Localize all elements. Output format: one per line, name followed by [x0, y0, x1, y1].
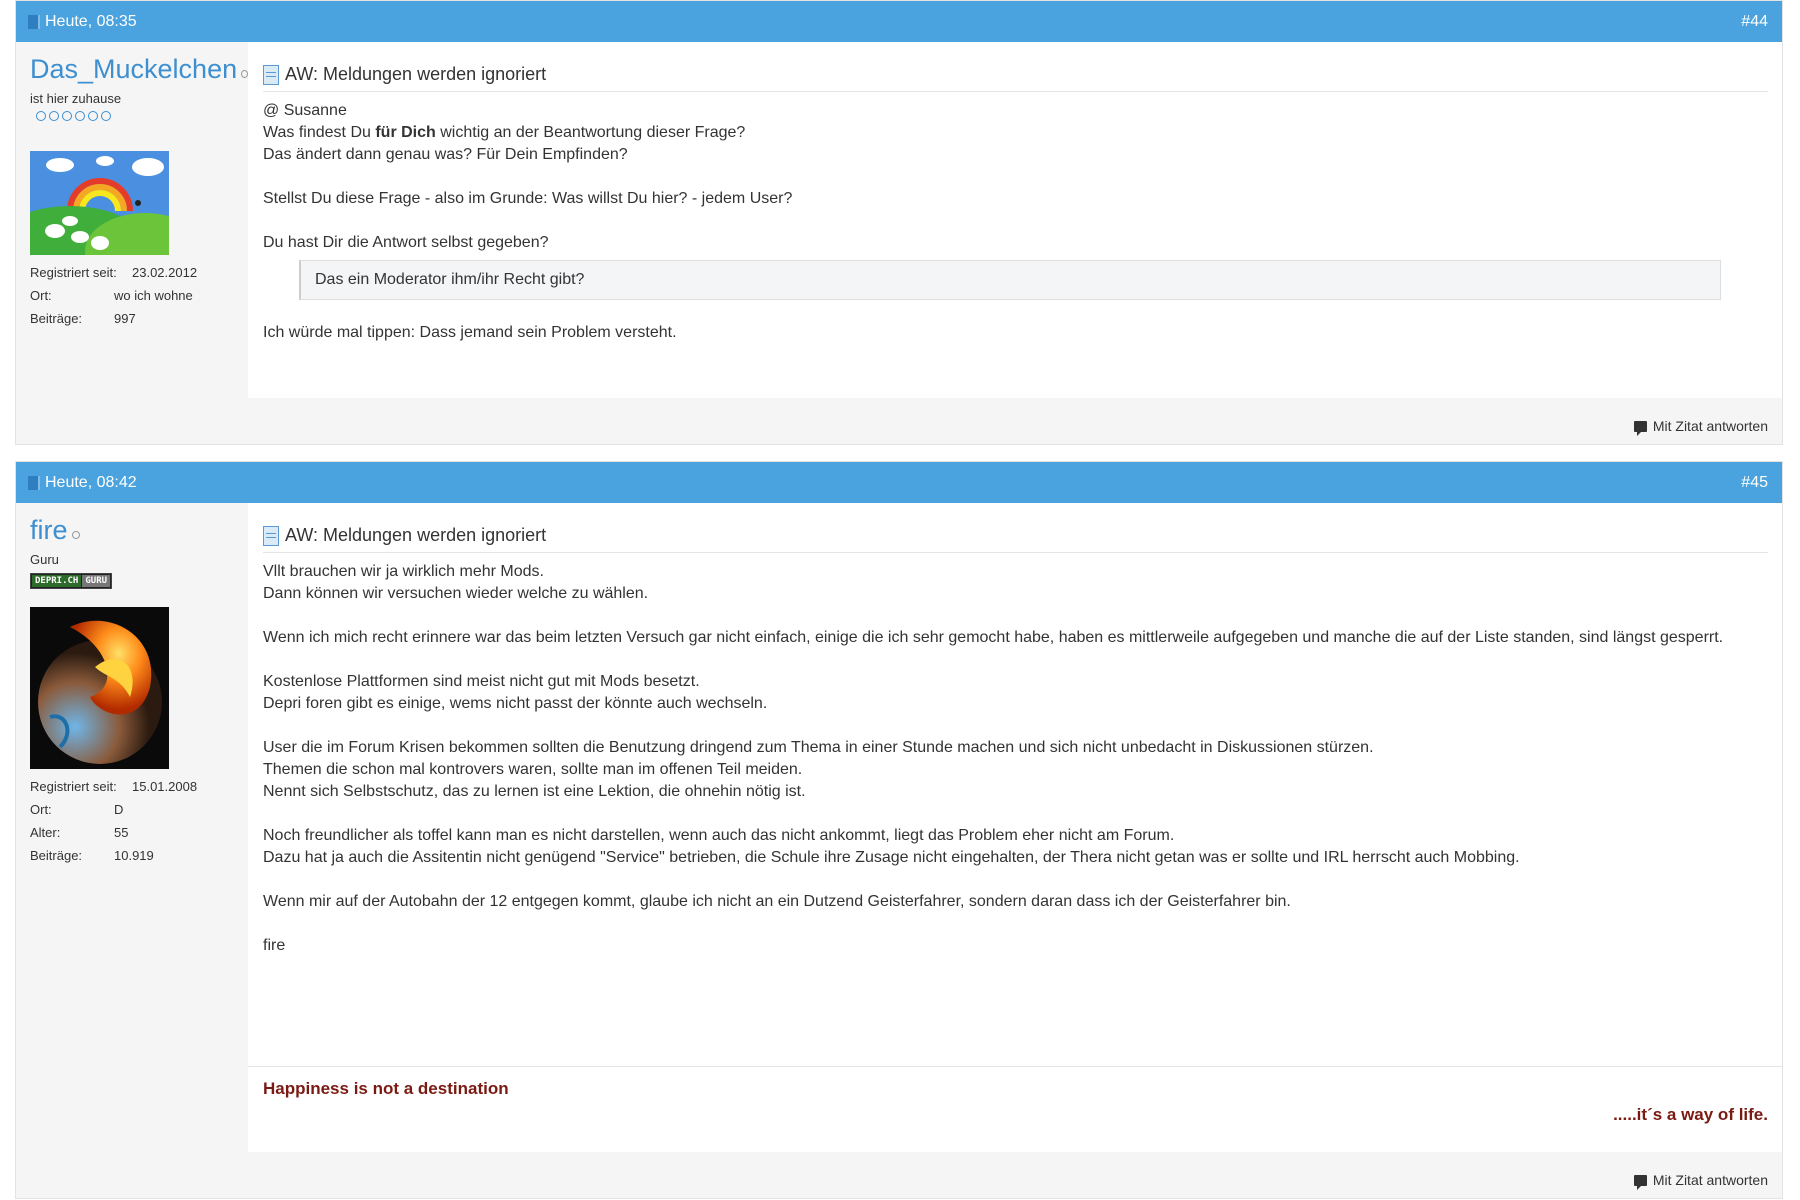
post-header: [16, 462, 1782, 503]
offline-status-icon: [241, 70, 248, 78]
body-line: Nennt sich Selbstschutz, das zu lernen ist eine Lektion, die ohnehin nötig ist.: [263, 783, 806, 800]
username-link[interactable]: fire: [30, 515, 68, 545]
post-title: [263, 42, 1768, 92]
body-line: Kostenlose Plattformen sind meist nicht gut mit Mods besetzt.: [263, 673, 700, 690]
body-line: Dann können wir versuchen wieder welche zu wählen.: [263, 585, 649, 602]
signature-left: Happiness is not a destination: [263, 1079, 509, 1098]
avatar[interactable]: [30, 151, 169, 255]
post-date-icon: [28, 15, 40, 29]
body-line: Ich würde mal tippen: Dass jemand sein Problem versteht.: [263, 324, 677, 341]
stat-age: [30, 821, 248, 844]
body-line: Vllt brauchen wir ja wirklich mehr Mods.: [263, 563, 544, 580]
stat-value: 15.01.2008: [132, 779, 198, 794]
post-number-link[interactable]: #44: [1741, 12, 1768, 30]
user-stats: [30, 775, 248, 867]
document-icon: [263, 526, 279, 546]
quote-icon: [1634, 1175, 1647, 1186]
stat-value: 55: [114, 825, 129, 840]
stat-label: Beiträge:: [30, 848, 83, 863]
stat-location: [30, 284, 248, 307]
reply-with-quote-button[interactable]: [1634, 1172, 1768, 1188]
rank-dot-icon: [88, 111, 98, 121]
stat-registered: [30, 775, 248, 798]
avatar[interactable]: [30, 607, 169, 769]
stat-posts: [30, 844, 248, 867]
post-date-icon: [28, 476, 40, 490]
stat-posts: [30, 307, 248, 330]
body-line: Stellst Du diese Frage - also im Grunde: Was willst Du hier? - jedem User?: [263, 190, 793, 207]
post-body: [263, 553, 1768, 957]
quote-icon: [1634, 421, 1647, 432]
post-number-link[interactable]: #45: [1741, 473, 1768, 491]
body-line: Depri foren gibt es einige, wems nicht passt der könnte auch wechseln.: [263, 695, 768, 712]
stat-value: wo ich wohne: [114, 288, 193, 303]
stat-label: Ort:: [30, 288, 52, 303]
user-stats: [30, 261, 248, 330]
rank-badge-rank: GURU: [82, 575, 110, 587]
stat-label: Registriert seit:: [30, 779, 117, 794]
user-info: [16, 503, 248, 1198]
body-line: @ Susanne: [263, 102, 347, 119]
offline-status-icon: [72, 531, 80, 539]
body-line: Wenn ich mich recht erinnere war das beim letzten Versuch gar nicht einfach, einige die ich sehr gemocht habe, haben es mittlerweile aufgegeben und manche die auf der Liste standen, sind längst gesperrt.: [263, 629, 1724, 646]
post-title: [263, 503, 1768, 553]
user-title: ist hier zuhause: [30, 91, 122, 106]
stat-value: D: [114, 802, 124, 817]
stat-value: 23.02.2012: [132, 265, 198, 280]
rank-dot-icon: [36, 111, 46, 121]
user-info: [16, 42, 248, 444]
rank-badge: [30, 573, 112, 589]
post-content: [248, 503, 1782, 1066]
stat-label: Alter:: [30, 825, 61, 840]
body-line: Dazu hat ja auch die Assitentin nicht genügend "Service" betrieben, die Schule ihre Zusage nicht eingehalten, der Thera nicht getan was er sollte und IRL herrscht auch Mobbing.: [263, 849, 1520, 866]
post-header: [16, 1, 1782, 42]
reply-with-quote-label: Mit Zitat antworten: [1652, 1172, 1768, 1188]
post-date: Heute, 08:35: [45, 12, 137, 30]
rank-dot-icon: [49, 111, 59, 121]
rank-dot-icon: [62, 111, 72, 121]
post-content: [248, 42, 1782, 398]
user-title: Guru: [30, 552, 59, 567]
reply-with-quote-button[interactable]: [1634, 418, 1768, 434]
stat-label: Beiträge:: [30, 311, 83, 326]
stat-registered: [30, 261, 248, 284]
post-44: [15, 0, 1783, 445]
stat-location: [30, 798, 248, 821]
body-line: Noch freundlicher als toffel kann man es nicht darstellen, wenn auch das nicht ankommt, liegt das Problem eher nicht am Forum.: [263, 827, 1175, 844]
body-line: Wenn mir auf der Autobahn der 12 entgegen kommt, glaube ich nicht an ein Dutzend Geisterfahrer, sondern daran dass ich der Geisterfahrer bin.: [263, 893, 1291, 910]
body-line: Das ändert dann genau was? Für Dein Empfinden?: [263, 146, 628, 163]
signature: [248, 1066, 1782, 1152]
document-icon: [263, 65, 279, 85]
reply-with-quote-label: Mit Zitat antworten: [1652, 418, 1768, 434]
body-line: Themen die schon mal kontrovers waren, sollte man im offenen Teil meiden.: [263, 761, 803, 778]
stat-label: Registriert seit:: [30, 265, 117, 280]
body-line: Du hast Dir die Antwort selbst gegeben?: [263, 234, 549, 251]
rank-badge-site: DEPRI.CH: [32, 575, 81, 587]
body-line: fire: [263, 937, 286, 954]
quote-block: Das ein Moderator ihm/ihr Recht gibt?: [299, 260, 1721, 300]
stat-value: 10.919: [114, 848, 154, 863]
rank-dots: [36, 111, 248, 121]
post-date: Heute, 08:42: [45, 473, 137, 491]
username-link[interactable]: Das_Muckelchen: [30, 54, 238, 84]
post-title-text: AW: Meldungen werden ignoriert: [285, 64, 547, 84]
stat-value: 997: [114, 311, 136, 326]
stat-label: Ort:: [30, 802, 52, 817]
body-line: Was findest Du für Dich wichtig an der Beantwortung dieser Frage?: [263, 124, 746, 141]
rank-dot-icon: [101, 111, 111, 121]
signature-right: .....it´s a way of life.: [1613, 1105, 1768, 1124]
rank-dot-icon: [75, 111, 85, 121]
post-45: [15, 461, 1783, 1199]
body-line: User die im Forum Krisen bekommen sollten die Benutzung dringend zum Thema in einer Stunde machen und sich nicht unbedacht in Diskussionen stürzen.: [263, 739, 1374, 756]
post-body: [263, 92, 1768, 344]
post-title-text: AW: Meldungen werden ignoriert: [285, 525, 547, 545]
